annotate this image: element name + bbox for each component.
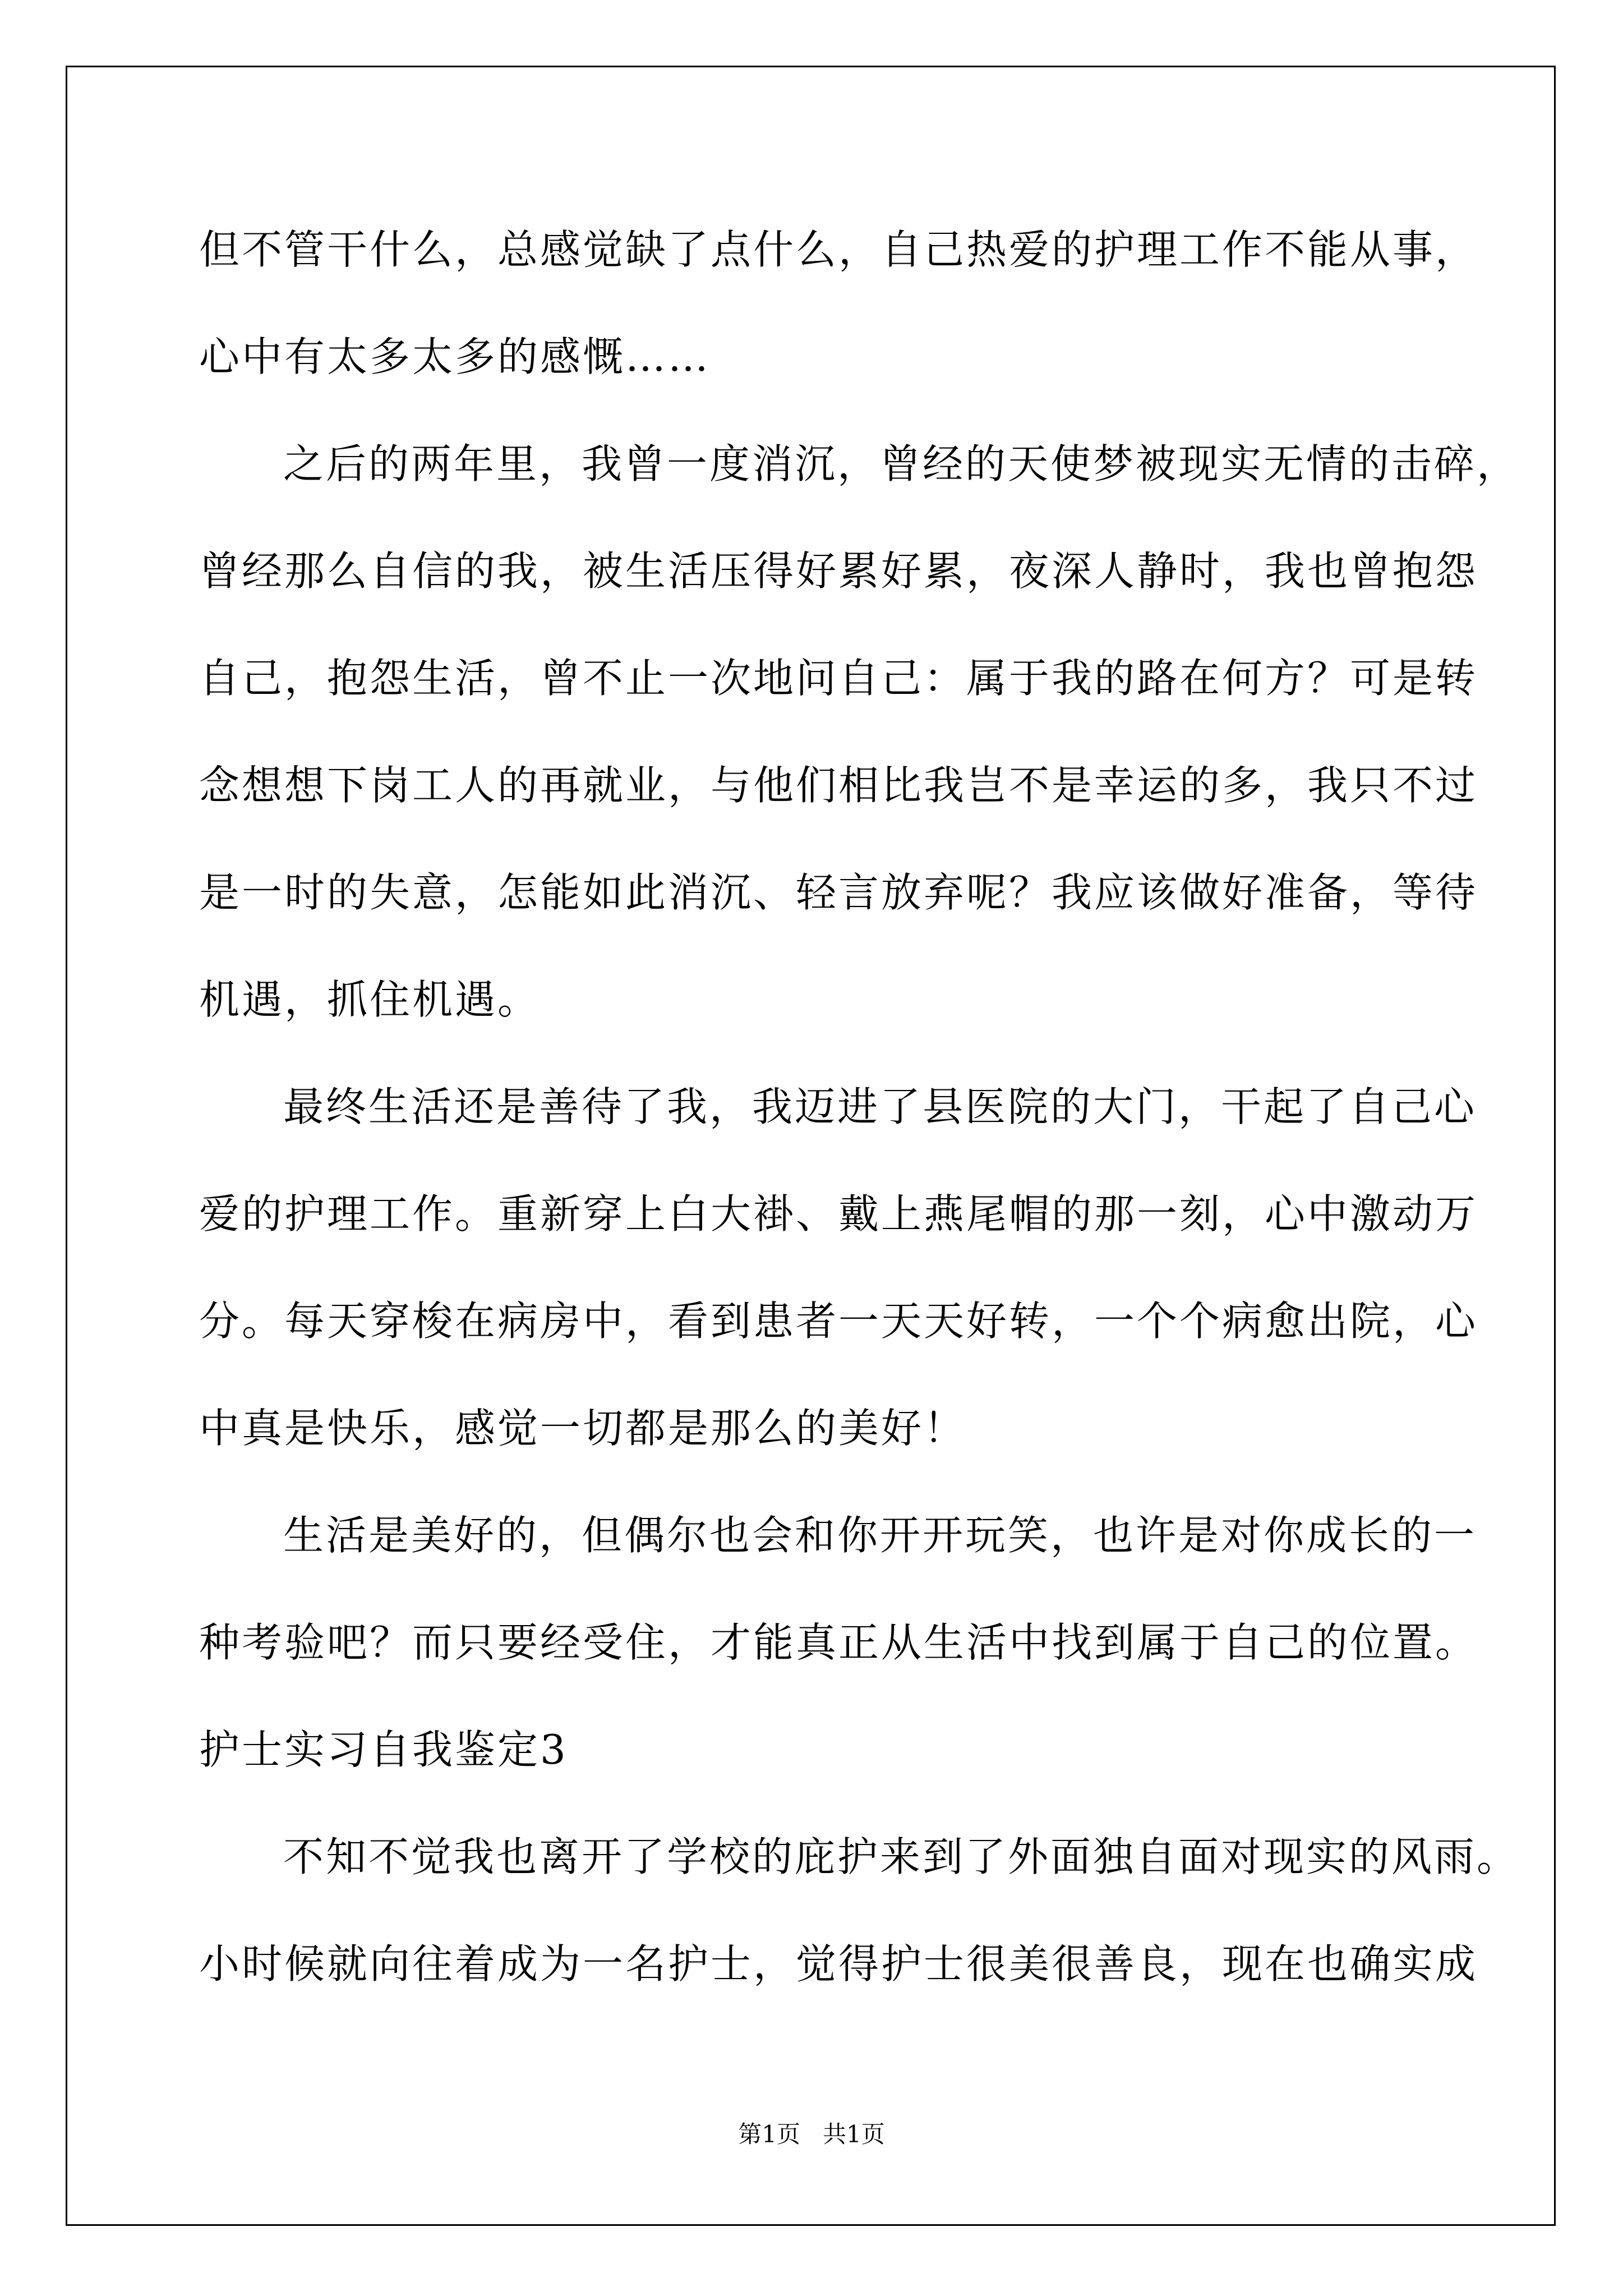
page-footer: 第1页 共1页 — [738, 2120, 885, 2148]
text-line: 心中有太多太多的感慨…… — [199, 333, 711, 380]
section-heading: 护士实习自我鉴定3 — [199, 1726, 568, 1773]
text-line: 分。每天穿梭在病房中，看到患者一天天好转，一个个病愈出院，心 — [199, 1297, 1478, 1345]
text-line: 是一时的失意，怎能如此消沉、轻言放弃呢？我应该做好准备，等待 — [199, 869, 1478, 916]
text-line: 曾经那么自信的我，被生活压得好累好累，夜深人静时，我也曾抱怨 — [199, 547, 1478, 595]
paragraph-start-line: 最终生活还是善待了我，我迈进了县医院的大门，干起了自己心 — [283, 1083, 1477, 1130]
paragraph-start-line: 不知不觉我也离开了学校的庇护来到了外面独自面对现实的风雨。 — [283, 1833, 1520, 1880]
paragraph-start-line: 生活是美好的，但偶尔也会和你开开玩笑，也许是对你成长的一 — [283, 1512, 1477, 1559]
text-line: 但不管干什么，总感觉缺了点什么，自己热爱的护理工作不能从事， — [199, 226, 1478, 273]
text-line: 中真是快乐，感觉一切都是那么的美好！ — [199, 1405, 967, 1452]
paragraph-start-line: 之后的两年里，我曾一度消沉，曾经的天使梦被现实无情的击碎， — [283, 440, 1520, 487]
text-line: 小时候就向往着成为一名护士，觉得护士很美很善良，现在也确实成 — [199, 1940, 1478, 1987]
text-line: 爱的护理工作。重新穿上白大褂、戴上燕尾帽的那一刻，心中激动万 — [199, 1190, 1478, 1237]
text-line: 念想想下岗工人的再就业，与他们相比我岂不是幸运的多，我只不过 — [199, 762, 1478, 809]
text-line: 种考验吧？而只要经受住，才能真正从生活中找到属于自己的位置。 — [199, 1619, 1478, 1666]
document-body — [199, 196, 1520, 2018]
text-line: 自己，抱怨生活，曾不止一次地问自己：属于我的路在何方？可是转 — [199, 655, 1478, 702]
text-line: 机遇，抓住机遇。 — [199, 976, 541, 1023]
